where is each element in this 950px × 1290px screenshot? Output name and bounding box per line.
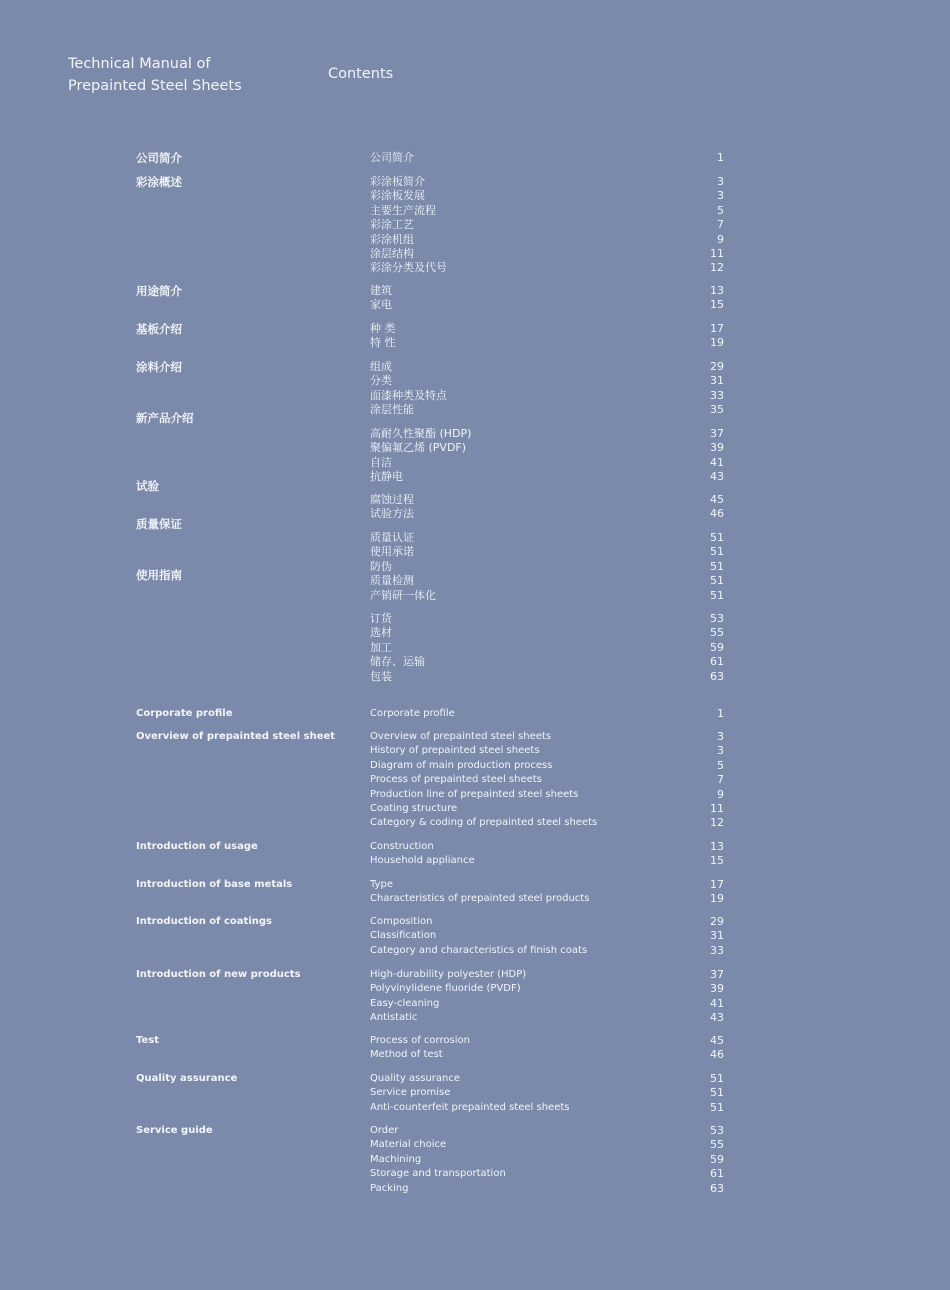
toc-entry-title: 质量检测: [370, 574, 414, 588]
toc-entry-page: 41: [710, 996, 724, 1010]
toc-entry-page: 51: [710, 1100, 724, 1114]
toc-entry-title: 彩涂分类及代号: [370, 261, 447, 275]
toc-entry-page: 51: [710, 559, 724, 573]
toc-entry-page: 3: [717, 175, 724, 188]
toc-entry-title: 使用承诺: [370, 545, 414, 559]
toc-entry-page: 31: [710, 374, 724, 388]
toc-section-heading: Service guide: [136, 1125, 213, 1136]
toc-entry-page: 3: [717, 189, 724, 203]
toc-entry-title: 彩涂板发展: [370, 189, 425, 203]
toc-entry-page: 46: [710, 507, 724, 521]
toc-entry-page: 61: [710, 1167, 724, 1181]
toc-entry-title: Method of test: [370, 1049, 443, 1061]
toc-entry-page: 19: [710, 892, 724, 906]
toc-section-heading: Introduction of new products: [136, 969, 301, 980]
toc-entry-page: 12: [710, 816, 724, 830]
toc-entry-page: 13: [710, 284, 724, 297]
toc-entry-page: 3: [717, 730, 724, 743]
toc-entry-page: 5: [717, 203, 724, 217]
toc-entry-title: Material choice: [370, 1139, 447, 1151]
toc-entry-page: 33: [710, 388, 724, 402]
toc-entry-page: 37: [710, 968, 724, 981]
toc-entry-page: 63: [710, 669, 724, 683]
toc-entry-page: 3: [717, 744, 724, 758]
toc-entry-title: 选材: [370, 626, 392, 640]
toc-entry-title: 防伪: [370, 559, 392, 573]
toc-entry-page: 12: [710, 261, 724, 275]
toc-entry-page: 53: [710, 612, 724, 625]
toc-entry-title: 产销研一体化: [370, 588, 436, 602]
toc-entry-page: 61: [710, 655, 724, 669]
toc-section-heading: Introduction of coatings: [136, 916, 272, 927]
toc-entry-title: 家电: [370, 298, 392, 312]
toc-entry-title: 特 性: [370, 336, 396, 350]
toc-entry-page: 13: [710, 840, 724, 853]
toc-section-heading: Corporate profile: [136, 708, 233, 719]
toc-section-heading: 质量保证: [136, 517, 182, 531]
toc-entry-page: 39: [710, 441, 724, 455]
toc-entry-page: 53: [710, 1124, 724, 1137]
toc-entry-page: 51: [710, 545, 724, 559]
toc-entry-page: 11: [710, 247, 724, 260]
toc-entry-title: Corporate profile: [370, 708, 455, 719]
toc-entry-page: 29: [710, 915, 724, 928]
toc-entry-title: Type: [370, 879, 393, 890]
toc-entry-page: 17: [710, 878, 724, 891]
toc-entry-title: Order: [370, 1125, 399, 1136]
contents-heading: Contents: [328, 66, 394, 82]
toc-entry-title: Overview of prepainted steel sheets: [370, 731, 552, 742]
toc-entry-title: 涂层性能: [370, 403, 414, 417]
toc-entry-title: 组成: [370, 360, 392, 373]
toc-entry-title: Polyvinylidene fluoride (PVDF): [370, 983, 521, 995]
toc-section-heading: 使用指南: [136, 568, 182, 582]
toc-entry-title: Category & coding of prepainted steel sheets: [370, 817, 598, 829]
toc-entry-title: Quality assurance: [370, 1073, 461, 1084]
toc-entry-title: 包装: [370, 669, 392, 683]
toc-section-heading: Test: [136, 1035, 160, 1046]
toc-entry-page: 1: [717, 707, 724, 720]
toc-entry-title: Classification: [370, 930, 437, 942]
toc-entry-page: 55: [710, 1138, 724, 1152]
toc-section-heading: Quality assurance: [136, 1073, 238, 1084]
toc-entry-title: 建筑: [370, 284, 392, 297]
toc-entry-title: 订货: [370, 612, 392, 625]
toc-entry-page: 31: [710, 929, 724, 943]
toc-entry-title: Service promise: [370, 1087, 451, 1099]
toc-entry-title: 分类: [370, 374, 392, 388]
toc-section-heading: Introduction of usage: [136, 841, 258, 852]
toc-entry-title: 主要生产流程: [370, 203, 436, 217]
toc-entry-title: Household appliance: [370, 855, 475, 867]
toc-entry-page: 51: [710, 1072, 724, 1085]
toc-entry-title: Process of prepainted steel sheets: [370, 774, 542, 786]
toc-entry-page: 59: [710, 640, 724, 654]
toc-entry-title: Coating structure: [370, 803, 458, 814]
toc-entry-title: 试验方法: [370, 507, 414, 521]
toc-entry-title: 质量认证: [370, 531, 414, 544]
toc-entry-title: 储存、运输: [370, 655, 425, 669]
toc-entry-title: Anti-counterfeit prepainted steel sheets: [370, 1101, 570, 1113]
toc-entry-page: 37: [710, 427, 724, 440]
toc-entry-page: 51: [710, 531, 724, 544]
toc-entry-page: 9: [717, 232, 724, 246]
toc-entry-title: Category and characteristics of finish coats: [370, 944, 588, 956]
toc-entry-page: 29: [710, 360, 724, 373]
toc-entry-page: 43: [710, 1011, 724, 1025]
toc-entry-title: Composition: [370, 916, 433, 927]
toc-entry-title: 公司简介: [370, 151, 414, 164]
toc-entry-title: Packing: [370, 1182, 409, 1194]
toc-section-heading: 彩涂概述: [136, 175, 182, 189]
toc-section-heading: 基板介绍: [136, 322, 182, 336]
toc-entry-title: 腐蚀过程: [370, 493, 414, 506]
toc-entry-page: 11: [710, 802, 724, 815]
toc-entry-page: 5: [717, 758, 724, 772]
toc-entry-page: 19: [710, 336, 724, 350]
toc-entry-title: Antistatic: [370, 1012, 418, 1024]
toc-entry-page: 59: [710, 1152, 724, 1166]
toc-entry-title: Characteristics of prepainted steel products: [370, 893, 590, 905]
toc-entry-page: 46: [710, 1048, 724, 1062]
toc-entry-title: 种 类: [370, 322, 396, 335]
toc-entry-title: Process of corrosion: [370, 1035, 470, 1046]
toc-entry-page: 17: [710, 322, 724, 335]
toc-entry-page: 15: [710, 298, 724, 312]
toc-entry-title: 彩涂机组: [370, 232, 414, 246]
toc-entry-title: Construction: [370, 841, 434, 852]
toc-entry-page: 51: [710, 574, 724, 588]
toc-entry-page: 33: [710, 943, 724, 957]
toc-entry-page: 45: [710, 1034, 724, 1047]
toc-entry-page: 35: [710, 403, 724, 417]
toc-entry-title: 高耐久性聚酯 (HDP): [370, 427, 472, 440]
toc-entry-page: 15: [710, 854, 724, 868]
toc-entry-title: History of prepainted steel sheets: [370, 745, 540, 757]
toc-entry-title: 面漆种类及特点: [370, 388, 447, 402]
toc-entry-title: 彩涂工艺: [370, 218, 414, 232]
toc-entry-title: Diagram of main production process: [370, 759, 553, 771]
toc-entry-title: Easy-cleaning: [370, 997, 440, 1009]
toc-entry-title: 抗静电: [370, 470, 403, 484]
toc-entry-page: 39: [710, 982, 724, 996]
toc-entry-page: 7: [717, 773, 724, 787]
toc-entry-title: 加工: [370, 640, 392, 654]
toc-entry-page: 41: [710, 455, 724, 469]
toc-entry-page: 55: [710, 626, 724, 640]
manual-title: Technical Manual of Prepainted Steel Sheets: [68, 56, 242, 94]
toc-entry-page: 7: [717, 218, 724, 232]
toc-section-heading: Introduction of base metals: [136, 879, 293, 890]
toc-entry-title: 涂层结构: [370, 247, 414, 260]
toc-entry-title: Production line of prepainted steel sheets: [370, 788, 579, 800]
toc-section-heading: 公司简介: [136, 151, 182, 165]
toc-section-heading: 用途简介: [136, 284, 182, 298]
toc-entry-page: 43: [710, 470, 724, 484]
toc-entry-title: Machining: [370, 1153, 422, 1165]
toc-entry-title: Storage and transportation: [370, 1168, 506, 1180]
toc-entry-page: 51: [710, 1086, 724, 1100]
toc-entry-page: 51: [710, 588, 724, 602]
toc-entry-page: 63: [710, 1181, 724, 1195]
toc-entry-title: 自洁: [370, 455, 392, 469]
toc-section-heading: Overview of prepainted steel sheet: [136, 731, 336, 742]
toc-section-heading: 新产品介绍: [136, 411, 194, 425]
toc-entry-title: 彩涂板简介: [370, 175, 425, 188]
toc-entry-title: High-durability polyester (HDP): [370, 969, 527, 980]
toc-entry-page: 1: [717, 151, 724, 164]
toc-entry-title: 聚偏氟乙烯 (PVDF): [370, 441, 467, 455]
toc-entry-page: 45: [710, 493, 724, 506]
toc-section-heading: 试验: [136, 479, 159, 493]
toc-entry-page: 9: [717, 787, 724, 801]
toc-section-heading: 涂料介绍: [136, 360, 182, 374]
